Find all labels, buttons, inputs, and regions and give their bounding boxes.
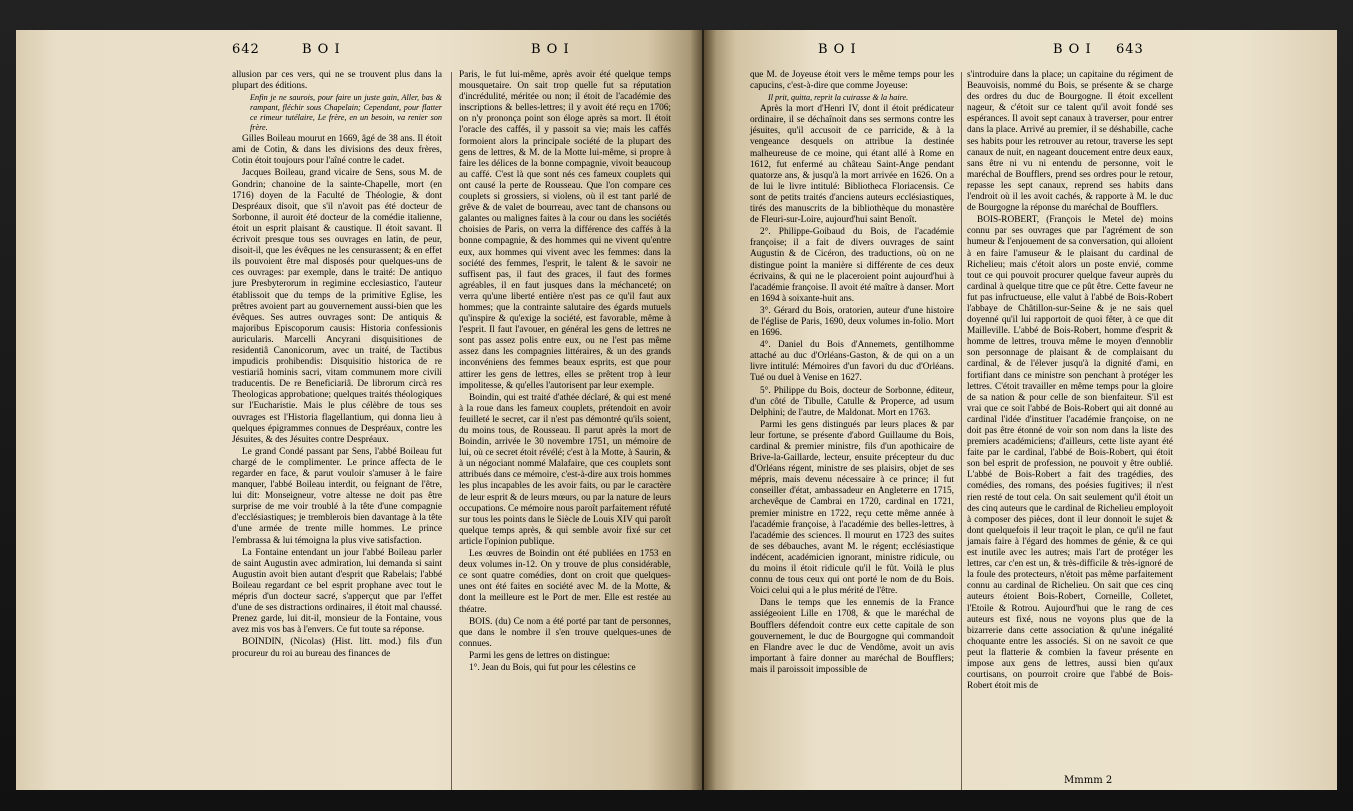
paragraph: 5°. Philippe du Bois, docteur de Sorbonne, éditeur, d'un côté de Tibulle, Catulle & Properce, ad usum Delphini; de l'autre, de Maldonat. Mort en 1763.	[750, 385, 954, 418]
paragraph: Parmi les gens de lettres on distingue:	[469, 650, 610, 661]
paragraph: BOIS-ROBERT, (François le Metel de) moins connu par ses ouvrages que par l'agrément de son humeur & l'enjouement de sa conversation, qui alloient à en faire l'amuseur & le plaisant du cardinal de Richelieu; mais c'étoit alors un poste envié, comme tout ce qui pouvoit procurer quelque faveur auprès du cardinal à quelque titre que ce pût être. Cette faveur ne fut pas infructueuse, elle valut à l'abbé de Bois-Robert l'abbaye de Châtillon-sur-Seine & je ne sais quel doyenné qu'il lui rapportoit de quoi fêter, à ce que dit Mailleville. L'abbé de Bois-Robert, homme d'esprit & homme de lettres, trouva même le moyen d'ennoblir son personnage de plaisant & de complaisant du cardinal, & de l'élever jusqu'à la dignité d'ami, en fortifiant dans ce ministre son penchant à protéger les lettres. C'étoit travailler en même temps pour la gloire de sa nation & pour celle de son bienfaiteur. S'il est vrai que ce soit l'abbé de Bois-Robert qui ait donné au cardinal l'idée d'instituer l'académie françoise, on ne doit pas être étonné de voir son nom dans la liste des premiers académiciens; d'ailleurs, cette liste ayant été faite par le cardinal, l'abbé de Bois-Robert, qui étoit son bel esprit de profession, ne pouvoit y être oublié. L'abbé de Bois-Robert a fait des tragédies, des comédies, des romans, des poésies fugitives; il n'est rien resté de tout cela. On sait seulement qu'il étoit un des cinq auteurs que le cardinal de Richelieu employoit à composer des pièces, dont il leur donnoit le sujet & dont quelquefois il leur traçoit le plan, ce qu'il ne faut jamais faire à l'égard des hommes de génie, & ce qui est inutile avec les autres; mais l'art de protéger les lettres, car c'en est un, & très-difficile & très-ignoré de la foule des protecteurs, n'étoit pas même parfaitement connu au cardinal de Richelieu. On sait que ces cinq auteurs étoient Bois-Robert, Corneille, Colletet, l'Etoile & Rotrou. Aujourd'hui que le rang de ces auteurs est fixé, nous ne voyons plus que de la bizarrerie dans cette association & qu'une inégalité choquante entre les associés. Si on ne savoit ce que peut la flatterie & combien la faveur présente en impose aux gens de lettres, aussi bien qu'aux courtisans, on pourroit croire que l'abbé de Bois-Robert étoit mis de	[967, 215, 1174, 692]
paragraph: 2°. Philippe-Goibaud du Bois, de l'académie françoise; il a fait de divers ouvrages de saint Augustin & de Cicéron, des traductions, où on ne distingue point la manière si différente de ces deux écrivains, & qui ne le placeroient point aujourd'hui à l'académie françoise. Il avoit été maître à danser. Mort en 1694 à soixante-huit ans.	[750, 227, 954, 304]
right-header-left: B O I	[818, 42, 857, 57]
left-page-number: 642	[232, 42, 260, 57]
right-header-right: B O I	[1053, 42, 1092, 57]
paragraph: Les œuvres de Boindin ont été publiées en 1753 en deux volumes in-12. On y trouve de plus considérable, ce sont quatre comédies, dont on croit que quelques-unes ont été faites en société avec M. de la Motte, & dont la meilleure est le Port de mer. Elle est restée au théatre.	[459, 549, 671, 615]
paragraph: 4°. Daniel du Bois d'Annemets, gentilhomme attaché au duc d'Orléans-Gaston, & de qui on a un livre intitulé: Mémoires d'un favori du duc d'Orléans. Tué ou duel à Venise en 1627.	[750, 340, 954, 384]
paragraph: Enfin je ne saurois, pour faire un juste gain, Aller, bas & rampant, fléchir sous Chapelain; Cependant, pour flatter ce rimeur tutélaire, Le frère, en un besoin, va renier son frère.	[250, 93, 442, 133]
paragraph: 3°. Gérard du Bois, oratorien, auteur d'une histoire de l'église de Paris, 1690, deux volumes in-folio. Mort en 1696.	[750, 305, 954, 339]
paragraph: allusion par ces vers, qui ne se trouvent plus dans la plupart des éditions.	[232, 70, 442, 92]
left-header-left: B O I	[302, 42, 341, 57]
paragraph: Paris, le fut lui-même, après avoir été quelque temps mousquetaire. On sait trop quelle fut sa réputation d'incrédulité, méritée ou non; il étoit de l'académie des inscriptions & belles-lettres; il y avoit été reçu en 1706; on n'y prononça point son éloge après sa mort. Il étoit l'oracle des caffés, il y passoit sa vie; mais les caffés formoient alors la principale société de la plupart des gens de lettres, & M. de la Motte lui-même, si propre à faire les délices de la bonne compagnie, vivoit beaucoup au caffé. C'est là que sont nés ces fameux couplets qui ont causé la perte de Rousseau. Que l'on compare ces couplets si grossiers, si violens, où il est tant parlé de grêve & de valet de bourreau, avec tant de chansons ou galantes ou malignes faites à la cour ou dans les sociétés choisies de Paris, on verra la différence des caffés à la bonne compagnie, & des hommes qui ne vivent qu'entre eux, aux hommes qui vivent avec les femmes: dans la société des femmes, l'esprit, le talent & le savoir ne suffisent pas, il faut des graces, il faut des formes agréables, il en faut jusques dans la méchanceté; on verra qu'une liberté entière n'est pas ce qu'il faut aux hommes; que la contrainte salutaire des égards mutuels qu'inspire & qu'exige la société, est favorable, même à l'esprit. Il faut l'avouer, en général les gens de lettres ne sont pas assez polis entre eux, ou ne l'est pas même assez dans les compagnies littéraires, & un des grands inconvéniens des femmes beaux esprits, est que pour attirer les gens de lettres, elles se prêtent trop à leur impolitesse, & qu'elles l'autorisent par leur exemple.	[459, 70, 671, 391]
paragraph: Boindin, qui est traité d'athée déclaré, & qui est mené à la roue dans les fameux couplets, prétendoit en avoir feuilleté le secret, car il n'est pas démontré qu'ils soient, du moins tous, de Rousseau. Il parut après la mort de Boindin, arrivée le 30 novembre 1751, un mémoire de lui, où ce secret étoit révélé; c'est à la Motte, à Saurin, & à un négociant nommé Malafaire, que ces couplets sont attribués dans ce mémoire, c'est-à-dire aux trois hommes les plus incapables de les avoir faits, ou par le caractère de leur esprit & de leurs mœurs, ou par la nature de leurs occupations. Ce mémoire nous paroît parfaitement réfuté sur tous les points dans le Siècle de Louis XIV qui paroît quelque temps après, & qui semble avoir fixé sur cet article l'opinion publique.	[459, 392, 671, 547]
paragraph: Dans le temps que les ennemis de la France assiégeoient Lille en 1708, & que le maréchal de Boufflers défendoit contre eux cette capitale de son gouvernement, le duc de Bourgogne qui commandoit en Flandre avec le duc de Vendôme, avoit un avis important à faire donner au maréchal de Boufflers; mais il paroissoit impossible de	[750, 598, 954, 675]
paragraph: Gilles Boileau mourut en 1669, âgé de 38 ans. Il étoit ami de Cotin, & dans les divisions des deux frères, Cotin étoit toujours pour l'aîné contre le cadet.	[232, 134, 442, 167]
left-column-1	[232, 70, 442, 795]
paragraph: Jacques Boileau, grand vicaire de Sens, sous M. de Gondrin; chanoine de la sainte-Chapelle, mort (en 1716) doyen de la Faculté de Théologie, & dont Despréaux disoit, que s'il n'avoit pas été docteur de Sorbonne, il auroit été docteur de la comédie italienne, étoit un esprit plaisant & caustique. Il étoit savant. Il écrivoit presque tous ses ouvrages en latin, de peur, disoit-il, que les évêques ne les censurassent; & en effet ils pouvoient être mal disposés pour quelques-uns de ces ouvrages: par exemple, dans le traité: De antiquo jure Presbyterorum in regimine ecclesiastico, l'auteur établissoit que du temps de la primitive Eglise, les prêtres avoient part au gouvernement aussi-bien que les évêques. Ses autres ouvrages sont: De antiquis & majoribus Episcoporum causis: Historia confessionis auricularis. Marcelli Ancyrani disquisitiones de residentiâ Canonicorum, avec un traité, de Tactibus impudicis prohibendis: Disquisitio historica de re vestiariâ hominis sacri, vitam communem more civili traducentis. De re Beneficiariâ. De librorum circà res Theologicas approbatione; quelques traités théologiques sur l'Eucharistie. Mais le plus célèbre de tous ses ouvrages est l'Historia flagellantium, qui donna lieu à quelques épigrammes connues de Despréaux, contre les Jésuites, & des Jésuites contre Despréaux.	[232, 168, 442, 445]
left-column-rule	[451, 72, 452, 790]
signature-mark: Mmmm 2	[1064, 775, 1113, 786]
paragraph: Après la mort d'Henri IV, dont il étoit prédicateur ordinaire, il se déchaînoit dans ses sermons contre les jésuites, qu'il accusoit de ce parricide, & à la vengeance desquels on attribue la destinée malheureuse de ce moine, qui étant allé à Rome en 1612, fut enfermé au château Saint-Ange pendant quatorze ans, & jusqu'à la mort arrivée en 1626. On a de lui le livre intitulé: Bibliotheca Floriacensis. Ce sont de petits traités d'anciens auteurs ecclésiastiques, tirés des manuscrits de la bibliothèque du monastère de Fleuri-sur-Loire, aujourd'hui saint Benoît.	[750, 104, 954, 226]
left-header-right: B O I	[531, 42, 570, 57]
paragraph: 1°. Jean du Bois, qui fut pour les célestins ce	[469, 662, 636, 673]
paragraph: Il prit, quitta, reprit la cuirasse & la haire.	[768, 93, 909, 103]
paragraph: BOIS. (du) Ce nom a été porté par tant de personnes, que dans le nombre il s'en trouve quelques-unes de connues.	[459, 616, 671, 649]
paragraph: BOINDIN, (Nicolas) (Hist. litt. mod.) fils d'un procureur du roi au bureau des finances de	[232, 637, 442, 659]
left-column-2	[459, 70, 671, 795]
right-page-number: 643	[1116, 42, 1144, 57]
right-column-1	[750, 70, 954, 795]
paragraph: Le grand Condé passant par Sens, l'abbé Boileau fut chargé de le complimenter. Le prince affecta de le regarder en face, & parut vouloir s'amuser à le faire manquer, l'abbé Boileau interdit, ou feignant de l'être, lui dit: Monseigneur, votre altesse ne doit pas être surprise de me voir troublé à la tête d'une compagnie d'ecclésiastiques; je tremblerois bien davantage à la tête d'une armée de trente mille hommes. Le prince l'embrassa & lui témoigna la plus vive satisfaction.	[232, 446, 442, 546]
right-column-rule	[961, 72, 962, 790]
paragraph: Parmi les gens distingués par leurs places & par leur fortune, se présente d'abord Guillaume du Bois, cardinal & premier ministre, fils d'un apothicaire de Brive-la-Gaillarde, lecteur, ensuite précepteur du duc d'Orléans régent, ministre de ses plaisirs, objet de ses mépris, mais devenu nécessaire à ce prince; il fut conseiller d'état, ambassadeur en Angleterre en 1715, archevêque de Cambrai en 1720, cardinal en 1721, premier ministre en 1722, reçu cette même année à l'académie françoise, à l'académie des belles-lettres, à l'académie des sciences. Il mourut en 1723 des suites de ses débauches, avant M. le régent; ecclésiastique indécent, académicien ignorant, ministre ridicule, ou du moins il étoit ridicule qu'il le fût. Voilà le plus connu de tous ceux qui ont porté le nom de du Bois. Voici celui qui a le plus mérité de l'être.	[750, 419, 954, 597]
paragraph: s'introduire dans la place; un capitaine du régiment de Beauvoisis, nommé du Bois, se présente & se charge des ordres du duc de Bourgogne. Il étoit excellent nageur, & c'étoit sur ce talent qu'il avoit fondé ses espérances. Il avoit sept canaux à traverser, pour entrer dans la place. Arrivé au premier, il se déshabille, cache ses habits pour les retrouver au retour, traverse les sept canaux de nuit, en nageant doucement entre deux eaux, sans être ni vu ni entendu de personne, voit le maréchal de Boufflers, prend ses ordres pour le retour, repasse les sept canaux, reprend ses habits dans l'endroit où il les avoit cachés, & rapporte à M. le duc de Bourgogne la réponse du maréchal de Boufflers.	[967, 70, 1173, 214]
paragraph: La Fontaine entendant un jour l'abbé Boileau parler de saint Augustin avec admiration, lui demanda si saint Augustin avoit bien autant d'esprit que Rabelais; l'abbé Boileau regardant ce bel esprit prophane avec tout le mépris d'un docteur sacré, s'apperçut que par l'effet d'une de ses distractions ordinaires, il étoit mal chaussé. Prenez garde, lui dit-il, monsieur de la Fontaine, vous avez mis vos bas à l'envers. Ce fut toute sa réponse.	[232, 547, 442, 636]
book-gutter	[690, 30, 716, 790]
paragraph: que M. de Joyeuse étoit vers le même temps pour les capucins, c'est-à-dire que comme Joyeuse:	[750, 70, 954, 92]
right-column-2	[967, 70, 1173, 790]
